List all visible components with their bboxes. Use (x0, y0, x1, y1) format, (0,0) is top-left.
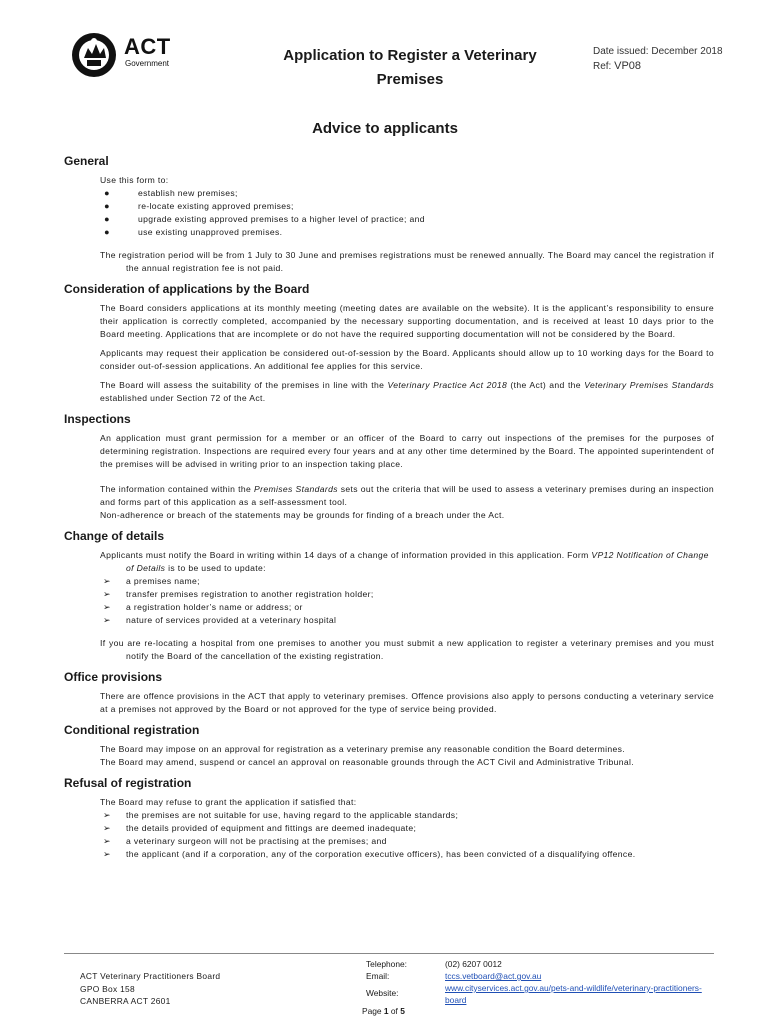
section-conditional (64, 743, 714, 769)
paragraph: Applicants may request their application be considered out-of-session by the Board. Applicants should allow up to 10 working days for the Board to consider out-of-session applications. An additional fee applies for this service. (100, 348, 714, 371)
change-list (100, 575, 714, 627)
footer-po-box: GPO Box 158 (80, 983, 135, 994)
list-item: ➢ nature of services provided at a veterinary hospital (100, 614, 714, 627)
list-item: ● upgrade existing approved premises to a higher level of practice; and (100, 213, 714, 226)
website-link[interactable]: www.cityservices.act.gov.au/pets-and-wildlife/veterinary-practitioners-board (445, 983, 702, 1005)
general-list (100, 187, 714, 239)
paragraph: There are offence provisions in the ACT that apply to veterinary premises. Offence provisions also apply to persons conducting a veterinary service at a premises not approved by the Board or not approved for the type of service being provided. (100, 691, 714, 714)
paragraph: Non-adherence or breach of the statements may be grounds for finding of a breach under the Act. (100, 510, 505, 520)
arrow-bullet-icon: ➢ (103, 836, 111, 846)
email-link[interactable]: tccs.vetboard@act.gov.au (445, 971, 542, 981)
coat-of-arms-icon (70, 30, 122, 80)
list-item: ● establish new premises; (100, 187, 714, 200)
page-number: Page 1 of 5 (362, 1006, 405, 1016)
arrow-bullet-icon: ➢ (103, 810, 111, 820)
telephone-label: Telephone: (366, 959, 407, 969)
list-item: ➢ the applicant (and if a corporation, any of the corporation executive officers), has been convicted of a disqualifying offence. (100, 848, 714, 861)
bullet-icon: ● (104, 214, 110, 224)
bullet-icon: ● (104, 227, 110, 237)
paragraph: An application must grant permission for a member or an officer of the Board to carry out inspections of the premises for the purposes of determining registration. Inspections are required every four years and at any other time determined by the Board. The appointed superintendent of the premises will be advised in writing prior to an inspection taking place. (100, 433, 714, 469)
section-general (64, 174, 714, 275)
list-item: ➢ a registration holder’s name or address; or (100, 601, 714, 614)
footer-org: ACT Veterinary Practitioners Board (80, 971, 221, 981)
list-item: ➢ the details provided of equipment and fittings are deemed inadequate; (100, 822, 714, 835)
section-heading-change: Change of details (64, 529, 165, 543)
section-inspections (64, 432, 714, 522)
logo-text: ACT (124, 34, 171, 59)
reference (593, 59, 723, 74)
arrow-bullet-icon: ➢ (103, 589, 111, 599)
arrow-bullet-icon: ➢ (103, 602, 111, 612)
footer-contact-labels (366, 958, 407, 999)
standards-reference: Premises Standards (254, 484, 338, 494)
paragraph: The Board considers applications at its monthly meeting (meeting dates are available on the website). It is the applicant’s responsibility to ensure their application is correctly completed, accompanied by the necessary supporting documentation, and is received at least 10 days prior to the Board meeting. Applications that are incomplete or do not have the required supporting documentation will not be considered by the Board. (100, 303, 714, 339)
list-item: ● re-locate existing approved premises; (100, 200, 714, 213)
relocate-note: If you are re-locating a hospital from one premises to another you must submit a new application to register a veterinary premises and you must notify the Board of the cancellation of the existing registration. (100, 638, 714, 661)
list-item: ● use existing unapproved premises. (100, 226, 714, 239)
bullet-icon: ● (104, 201, 110, 211)
form-title: Application to Register a Veterinary Premises (283, 47, 537, 88)
section-consideration (64, 302, 714, 405)
logo-subtext: Government (125, 59, 170, 68)
arrow-bullet-icon: ➢ (103, 849, 111, 859)
paragraph: The Board may impose on an approval for registration as a veterinary premise any reasonable condition the Board determines. (100, 744, 626, 754)
standards-reference: Veterinary Premises Standards (584, 380, 714, 390)
date-issued: Date issued: December 2018 (593, 46, 723, 57)
list-item: ➢ a veterinary surgeon will not be practising at the premises; and (100, 835, 714, 848)
footer-city: CANBERRA ACT 2601 (80, 996, 171, 1006)
arrow-bullet-icon: ➢ (103, 615, 111, 625)
email-label: Email: (366, 971, 390, 981)
section-heading-consideration: Consideration of applications by the Board (64, 282, 310, 296)
act-government-logo (70, 30, 180, 80)
list-item: ➢ the premises are not suitable for use, having regard to the applicable standards; (100, 809, 714, 822)
ref-value: VP08 (614, 60, 642, 72)
section-heading-office: Office provisions (64, 670, 163, 684)
section-change (64, 549, 714, 663)
ref-label: Ref: (593, 61, 612, 72)
list-item: ➢ transfer premises registration to another registration holder; (100, 588, 714, 601)
section-heading-refusal: Refusal of registration (64, 776, 192, 790)
telephone-value: (02) 6207 0012 (445, 959, 502, 969)
issue-info (593, 44, 723, 74)
footer-divider (64, 953, 714, 954)
footer-contact-values (445, 958, 705, 1006)
content (64, 147, 714, 861)
section-heading-conditional: Conditional registration (64, 723, 200, 737)
act-reference: Veterinary Practice Act 2018 (387, 380, 508, 390)
section-office (64, 690, 714, 716)
page-title: Advice to applicants (312, 120, 458, 137)
arrow-bullet-icon: ➢ (103, 576, 111, 586)
bullet-icon: ● (104, 188, 110, 198)
list-item: ➢ a premises name; (100, 575, 714, 588)
paragraph: The information contained within the Premises Standards sets out the criteria that will be used to assess a veterinary premises during an inspection and forms part of this application as a self-assessment tool. (100, 484, 714, 507)
change-intro: Applicants must notify the Board in writing within 14 days of a change of information provided in this application. Form VP12 Notification of Change of Details is to be used to update: (100, 550, 709, 573)
refusal-intro: The Board may refuse to grant the application if satisfied that: (100, 797, 357, 807)
form-reference: VP12 Notification of Change of Details (126, 550, 709, 573)
section-heading-general: General (64, 154, 109, 168)
footer-address (80, 970, 220, 1008)
section-refusal (64, 796, 714, 861)
general-intro: Use this form to: (100, 175, 169, 185)
website-label: Website: (366, 988, 399, 998)
section-heading-inspections: Inspections (64, 412, 131, 426)
registration-period-note: The registration period will be from 1 July to 30 June and premises registrations must be renewed annually. The Board may cancel the registration if the annual registration fee is not paid. (100, 250, 714, 273)
arrow-bullet-icon: ➢ (103, 823, 111, 833)
paragraph: The Board will assess the suitability of the premises in line with the Veterinary Practice Act 2018 (the Act) and the Veterinary Premises Standards established under Section 72 of the Act. (100, 380, 714, 403)
refusal-list (100, 809, 714, 861)
paragraph: The Board may amend, suspend or cancel an approval on reasonable grounds through the ACT Civil and Administrative Tribunal. (100, 757, 634, 767)
